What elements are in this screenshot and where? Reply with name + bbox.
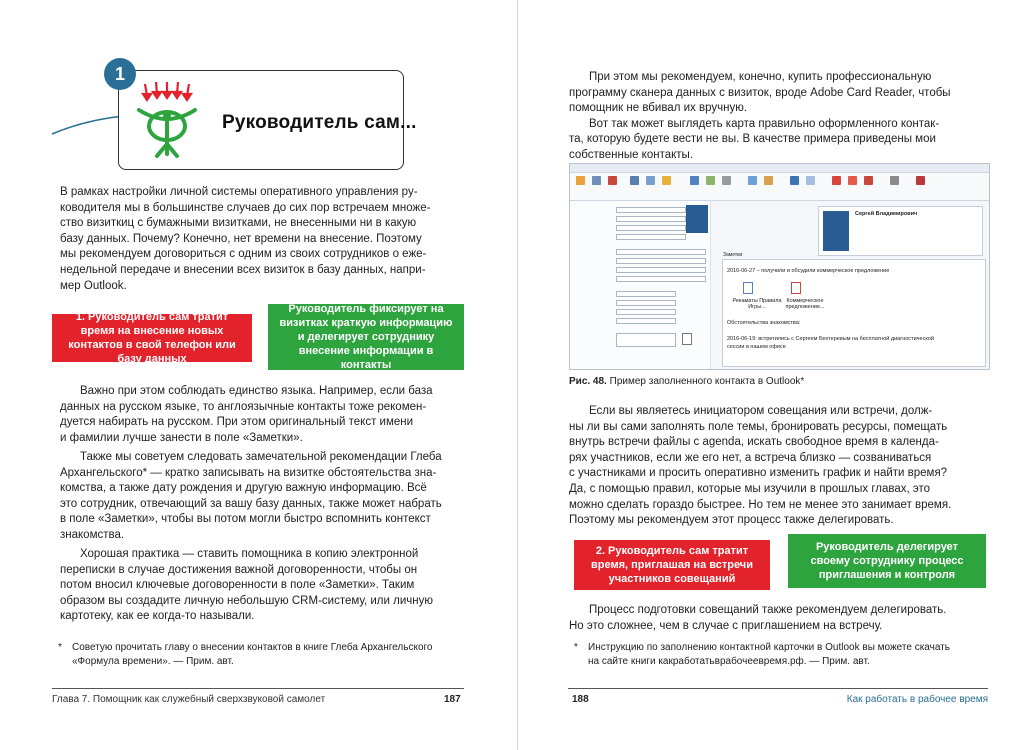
business-phone-field[interactable] (616, 291, 676, 297)
window-titlebar (570, 164, 989, 173)
text-line: Хорошая практика — ставить помощника в копию электронной (80, 548, 419, 560)
footnote-line: Советую прочитать главу о внесении контактов в книге Глеба Архангельского (72, 642, 433, 653)
business-fax-field[interactable] (616, 309, 676, 315)
right-top-paragraph-1 (569, 70, 993, 164)
attachment-label: Рекаматы Правила Игры... (732, 298, 782, 310)
body-paragraph-1 (60, 384, 460, 446)
text-line: При этом мы рекомендуем, конечно, купить профессиональную (589, 71, 932, 83)
categorize-icon (832, 176, 841, 185)
text-line: Процесс подготовки совещаний также рекомендуем делегировать. (589, 604, 947, 616)
email-field[interactable] (616, 249, 706, 255)
contact-form-fields (570, 201, 711, 370)
caption-text: Пример заполненного контакта в Outlook* (609, 376, 805, 387)
general-icon (630, 176, 639, 185)
note-line: Обстоятельства знакомства: (727, 320, 801, 326)
text-line: картотеку, как ее когда-то называли. (60, 610, 255, 623)
text-line: это сотрудник, отвечающий за вашу базу данных, также может набрать (60, 497, 442, 510)
text-line: знакомства. (60, 528, 125, 541)
text-line: ководителя мы в большинстве случаев до сих пор встречаем множе- (60, 201, 431, 214)
picture-icon (806, 176, 815, 185)
running-footer: Как работать в рабочее время (846, 694, 988, 705)
im-address-field[interactable] (616, 276, 706, 282)
business-card-icon (790, 176, 799, 185)
full-name-field[interactable] (616, 207, 686, 213)
page-number: 187 (444, 694, 461, 705)
contact-photo (686, 205, 708, 233)
running-footer: Глава 7. Помощник как служебный сверхзвуковой самолет (52, 694, 326, 705)
private-icon (864, 176, 873, 185)
text-line: В рамках настройки личной системы оперативного управления ру- (60, 186, 418, 198)
text-line: внутрь встречи файлы с agenda, искать свободное время в календа- (569, 436, 939, 449)
text-line: рях участников, если же его нет, а встреча близко — созваниваться (569, 451, 932, 464)
text-line: ство визиткиц с бумажными визитками, не внесенными ни в какую (60, 217, 417, 230)
more-icon (722, 176, 731, 185)
card-photo (823, 211, 849, 251)
display-as-field[interactable] (616, 258, 706, 264)
zoom-icon (890, 176, 899, 185)
footnote-marker: * (58, 642, 62, 653)
footnote-line: «Формула времени». — Прим. авт. (72, 656, 234, 667)
text-line: помощник не вбивал их вручную. (569, 102, 748, 115)
notes-area[interactable] (722, 259, 986, 367)
meeting-icon (706, 176, 715, 185)
attachment-icon (743, 282, 753, 294)
details-icon (646, 176, 655, 185)
text-line: в поле «Заметки», чтобы вы потом могли быстро вспомнить контекст (60, 513, 431, 526)
text-line: собственные контакты. (569, 148, 694, 161)
text-line: Вот так может выглядеть карта правильно оформленного контак- (589, 117, 940, 130)
text-line: базу данных. Почему? Конечно, нет времени на внесение. Поэтому (60, 232, 422, 245)
text-line: потом вносил ключевые договоренности в поле «Заметки». Таким (60, 579, 415, 592)
chapter-number-badge: 1 (104, 58, 136, 90)
check-names-icon (764, 176, 773, 185)
text-line: ны ли вы сами заполнять поле темы, бронировать ресурсы, помещать (569, 420, 948, 433)
problem-box-red: 2. Руководитель сам тратит время, приглашая на встречи участников совещаний (574, 540, 770, 590)
pdf-attachment-icon (791, 282, 801, 294)
company-field[interactable] (616, 216, 686, 222)
text-line: та, которую будете вести не вы. В качестве примера приведены мои (569, 133, 936, 146)
address-field[interactable] (616, 333, 676, 347)
text-line: дуется набирать на русском. При этом оригинальный текст имени (60, 416, 414, 429)
text-line: переписки в случае достижения важной договоренности, чтобы он (60, 563, 418, 576)
right-middle-paragraph (569, 404, 993, 529)
intro-paragraph (60, 185, 460, 294)
home-phone-field[interactable] (616, 300, 676, 306)
text-line: Также мы советуем следовать замечательной рекомендации Глеба (80, 451, 442, 463)
solution-box-green: Руководитель фиксирует на визитках краткую информацию и делегирует сотруднику внесение информации в контакты (268, 304, 464, 370)
notes-header: Заметки (723, 252, 743, 258)
footnote-line: на сайте книги какработатьврабочеевремя.рф. — Прим. авт. (588, 656, 870, 667)
note-line: 2016-06-27 – получили и обсудили коммерческое предложение (727, 268, 890, 274)
footer-divider (52, 688, 464, 689)
caption-label: Рис. 48. (569, 376, 607, 387)
footnote (574, 641, 988, 669)
text-line: и фамилии лучше занести в поле «Заметки». (60, 431, 303, 444)
text-line: программу сканера данных с визиток, вроде Adobe Card Reader, чтобы (569, 86, 951, 99)
email-icon (690, 176, 699, 185)
attachment-label: Коммерческое предложение... (785, 298, 825, 310)
page-number: 188 (572, 694, 589, 705)
footnote (58, 641, 452, 669)
text-line: Важно при этом соблюдать единство языка. Например, если база (80, 385, 433, 397)
footer-divider (568, 688, 988, 689)
text-line: образом вы создадите личную небольшую CRM-систему, или личную (60, 594, 433, 607)
text-line: Поэтому мы рекомендуем этот процесс также делегировать. (569, 514, 894, 527)
job-title-field[interactable] (616, 225, 686, 231)
chapter-title: Руководитель сам... (222, 112, 417, 133)
address-book-icon (748, 176, 757, 185)
business-card-preview (818, 206, 983, 256)
leader-figure-icon (133, 82, 203, 162)
note-line: сессии в нашем офисе (727, 344, 786, 350)
save-new-icon (592, 176, 601, 185)
text-line: Да, с помощью правил, которые мы изучили в прошлых главах, это (569, 482, 931, 495)
text-line: можно сделать гораздо быстрее. Но тем не менее это занимает время. (569, 498, 952, 511)
save-icon (576, 176, 585, 185)
onenote-icon (916, 176, 925, 185)
card-name: Сергей Владимирович (855, 211, 918, 217)
ribbon-toolbar (570, 173, 990, 201)
figure-caption (569, 376, 804, 387)
text-line: с участниками и просить оперативно изменить график и найти время? (569, 467, 948, 480)
text-line: недельной передаче и внесении всех визиток в базу данных, напри- (60, 263, 426, 276)
body-paragraph-2 (60, 450, 460, 544)
text-line: Но это сложнее, чем в случае с приглашением на встречу. (569, 619, 883, 632)
map-icon (682, 333, 692, 345)
web-page-field[interactable] (616, 267, 706, 273)
mobile-field[interactable] (616, 318, 676, 324)
text-line: мер Outlook. (60, 279, 127, 292)
footnote-line: Инструкцию по заполнению контактной карточки в Outlook вы можете скачать (588, 642, 950, 653)
follow-up-icon (848, 176, 857, 185)
text-line: Если вы являетесь инициатором совещания или встречи, долж- (589, 405, 933, 417)
text-line: мы рекомендуем договориться с одним из своих сотрудников о еже- (60, 248, 427, 261)
file-as-field[interactable] (616, 234, 686, 240)
right-bottom-paragraph (569, 603, 993, 634)
note-line: 2016-06-19: встретились с Сергеем Бехтеревым на бесплатной диагностической (727, 336, 934, 342)
body-paragraph-3 (60, 547, 460, 625)
text-line: данных на русском языке, то англоязычные контакты тоже рекомен- (60, 400, 427, 413)
solution-box-green: Руководитель делегирует своему сотруднику процесс приглашения и контроля (788, 534, 986, 588)
text-line: Архангельского* — кратко записывать на визитке обстоятельства зна- (60, 466, 437, 479)
problem-box-red: 1. Руководитель сам тратит время на внесение новых контактов в свой телефон или базу данных (52, 314, 252, 362)
footnote-marker: * (574, 642, 578, 653)
outlook-contact-screenshot (569, 163, 990, 370)
certificates-icon (662, 176, 671, 185)
delete-icon (608, 176, 617, 185)
text-line: комства, а также дату рождения и другую важную информацию. Всё (60, 482, 427, 495)
